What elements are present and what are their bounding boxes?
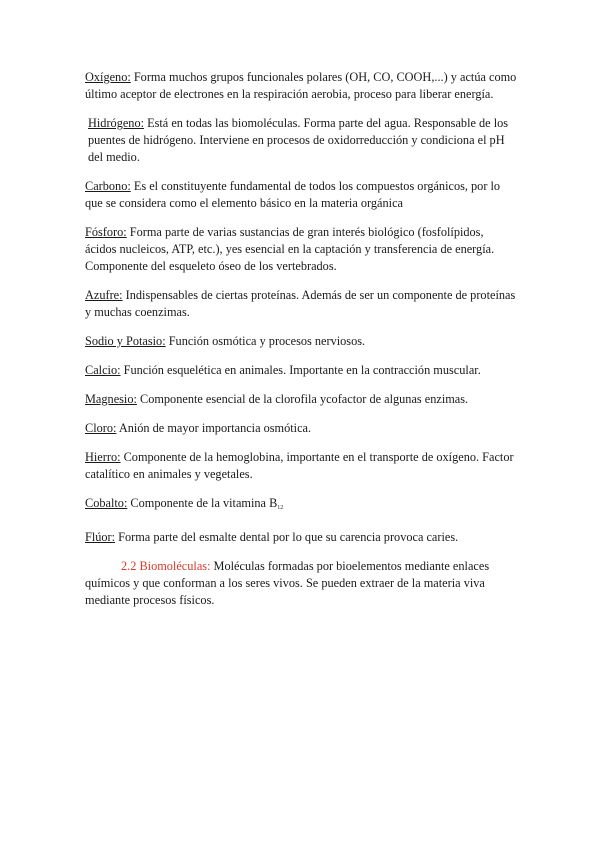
entry-cloro <box>85 420 517 437</box>
term-label: Hidrógeno: <box>88 116 145 130</box>
term-label: Sodio y Potasio: <box>85 334 166 348</box>
term-description: Función osmótica y procesos nerviosos. <box>165 334 366 348</box>
term-description: Componente de la vitamina B <box>127 496 278 510</box>
term-label: Oxígeno: <box>85 70 131 84</box>
entry-sodio-potasio <box>85 333 517 350</box>
term-description: Componente esencial de la clorofila ycofactor de algunas enzimas. <box>136 392 469 406</box>
term-label: Cobalto: <box>85 496 128 510</box>
term-description: Forma muchos grupos funcionales polares (OH, CO, COOH,...) y actúa como último aceptor de electrones en la respiración aerobia, proceso para liberar energía. <box>85 70 517 101</box>
document-body <box>85 69 517 621</box>
term-label: Calcio: <box>85 363 121 377</box>
section-biomoleculas <box>85 558 517 609</box>
entry-azufre <box>85 287 517 321</box>
term-label: Flúor: <box>85 530 116 544</box>
section-heading: 2.2 Biomoléculas: <box>121 559 211 573</box>
term-description: Forma parte de varias sustancias de gran interés biológico (fosfolípidos, ácidos nucleicos, ATP, etc.), yes esencial en la captación y transferencia de energía. Componente del esqueleto óseo de los vertebrados. <box>85 225 495 273</box>
term-label: Fósforo: <box>85 225 127 239</box>
entry-hierro <box>85 449 517 483</box>
entry-hidrogeno <box>85 115 517 166</box>
entry-magnesio <box>85 391 517 408</box>
entry-calcio <box>85 362 517 379</box>
term-label: Hierro: <box>85 450 121 464</box>
term-description: Anión de mayor importancia osmótica. <box>116 421 312 435</box>
entry-carbono <box>85 178 517 212</box>
entry-cobalto <box>85 495 517 517</box>
term-description: Función esquelética en animales. Importante en la contracción muscular. <box>120 363 481 377</box>
term-description: Está en todas las biomoléculas. Forma parte del agua. Responsable de los puentes de hidrógeno. Interviene en procesos de oxidorreducción y condiciona el pH del medio. <box>88 116 509 164</box>
term-label: Azufre: <box>85 288 123 302</box>
subscript-value: 12 <box>277 505 284 511</box>
term-label: Carbono: <box>85 179 131 193</box>
term-description: Indispensables de ciertas proteínas. Además de ser un componente de proteínas y muchas coenzimas. <box>85 288 516 319</box>
term-label: Magnesio: <box>85 392 137 406</box>
entry-fluor <box>85 529 517 546</box>
entry-fosforo <box>85 224 517 275</box>
term-description: Es el constituyente fundamental de todos los compuestos orgánicos, por lo que se considera como el elemento básico en la materia orgánica <box>85 179 501 210</box>
term-description: Forma parte del esmalte dental por lo que su carencia provoca caries. <box>115 530 459 544</box>
term-description: Componente de la hemoglobina, importante en el transporte de oxígeno. Factor catalítico en animales y vegetales. <box>85 450 514 481</box>
entry-oxigeno <box>85 69 517 103</box>
section-text: Moléculas formadas por bioelementos mediante enlaces químicos y que conforman a los seres vivos. Se pueden extraer de la materia viva mediante procesos físicos. <box>85 559 490 607</box>
term-label: Cloro: <box>85 421 117 435</box>
